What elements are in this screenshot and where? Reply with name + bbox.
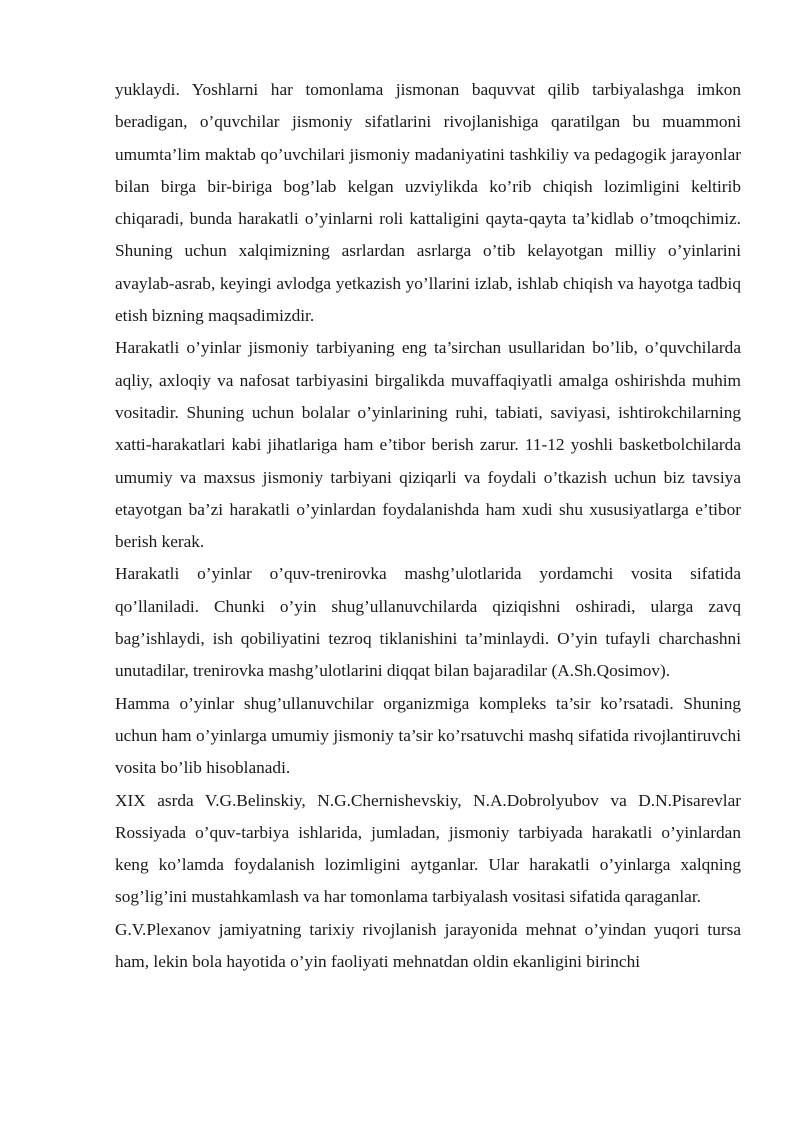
paragraph: Hamma o’yinlar shug’ullanuvchilar organizmiga kompleks ta’sir ko’rsatadi. Shuning uchun ham o’yinlarga umumiy jismoniy ta’sir ko’rsatuvchi mashq sifatida rivojlantiruvchi vosita bo’lib hisoblanadi. bbox=[115, 693, 741, 778]
paragraph: Harakatli o’yinlar jismoniy tarbiyaning eng ta’sirchan usullaridan bo’lib, o’quvchilarda aqliy, axloqiy va nafosat tarbiyasini birgalikda muvaffaqiyatli amalga oshirishda muhim vositadir. Shuning uchun bolalar o’yinlarining ruhi, tabiati, saviyasi, ishtirokchilarning xatti-harakatlari kabi jihatlariga ham e’tibor berish zarur. 11-12 yoshli basketbolchilarda umumiy va maxsus jismoniy tarbiyani qiziqarli va foydali o’tkazish uchun biz tavsiya etayotgan ba’zi harakatli o’yinlardan foydalanishda ham xudi shu xususiyatlarga e’tibor berish kerak. bbox=[115, 338, 741, 552]
paragraph: G.V.Plexanov jamiyatning tarixiy rivojlanish jarayonida mehnat o’yindan yuqori tursa ham, lekin bola hayotida o’yin faoliyati mehnatdan oldin ekanligini birinchi bbox=[115, 919, 741, 972]
paragraph: yuklaydi. Yoshlarni har tomonlama jismonan baquvvat qilib tarbiyalashga imkon beradigan, o’quvchilar jismoniy sifatlarini rivojlanishiga qaratilgan bu muammoni umumta’lim maktab qo’uvchilari jismoniy madaniyatini tashkiliy va pedagogik jarayonlar bilan birga bir-biriga bog’lab kelgan uzviylikda ko’rib chiqish lozimligini keltirib chiqaradi, bunda harakatli o’yinlarni roli kattaligini qayta-qayta ta’kidlab o’tmoqchimiz. Shuning uchun xalqimizning asrlardan asrlarga o’tib kelayotgan milliy o’yinlarini avaylab-asrab, keyingi avlodga yetkazish yo’llarini izlab, ishlab chiqish va hayotga tadbiq etish bizning maqsadimizdir. bbox=[115, 80, 741, 326]
body-text bbox=[115, 74, 741, 978]
paragraph: XIX asrda V.G.Belinskiy, N.G.Chernishevskiy, N.A.Dobrolyubov va D.N.Pisarevlar Rossiyada o’quv-tarbiya ishlarida, jumladan, jismoniy tarbiyada harakatli o’yinlardan keng ko’lamda foydalanish lozimligini aytganlar. Ular harakatli o’yinlarga xalqning sog’lig’ini mustahkamlash va har tomonlama tarbiyalash vositasi sifatida qaraganlar. bbox=[115, 790, 741, 907]
paragraph: Harakatli o’yinlar o’quv-trenirovka mashg’ulotlarida yordamchi vosita sifatida qo’llaniladi. Chunki o’yin shug’ullanuvchilarda qiziqishni oshiradi, ularga zavq bag’ishlaydi, ish qobiliyatini tezroq tiklanishini ta’minlaydi. O’yin tufayli charchashni unutadilar, trenirovka mashg’ulotlarini diqqat bilan bajaradilar (A.Sh.Qosimov). bbox=[115, 564, 741, 681]
